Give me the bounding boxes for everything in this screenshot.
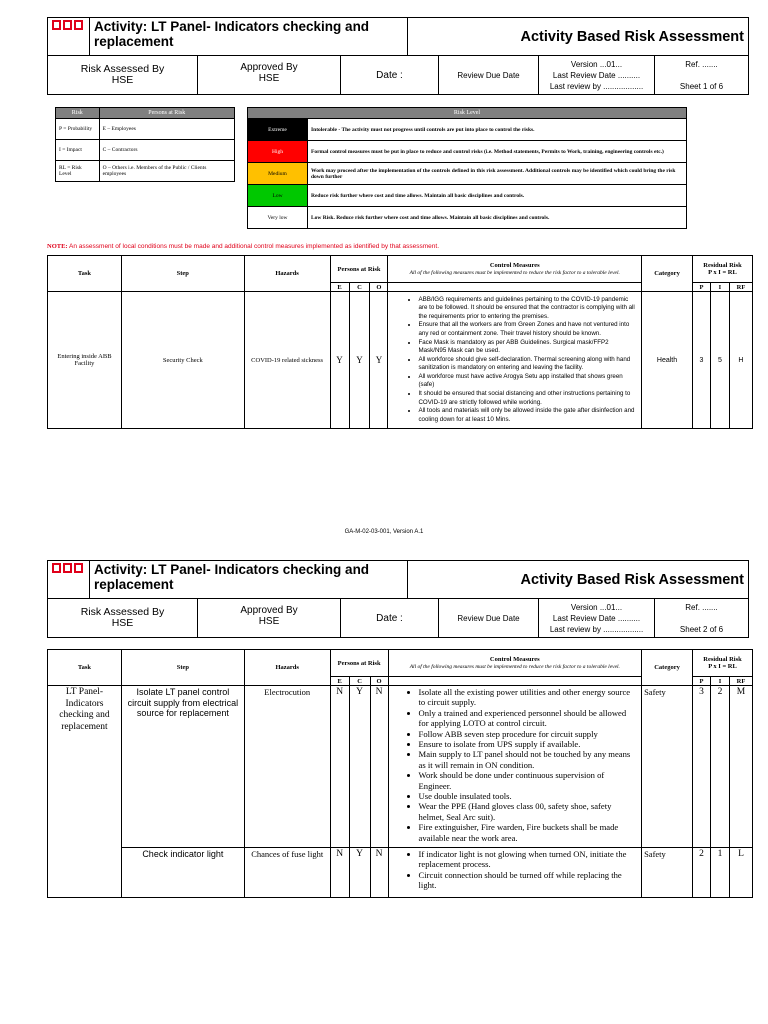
date-cell: Date :: [341, 56, 439, 94]
date-cell: Date :: [341, 599, 439, 637]
approved-by-cell: Approved By HSE: [198, 599, 341, 637]
table-row: [48, 686, 753, 848]
legend-risk: P = Probability: [56, 119, 100, 140]
risk-legend-table: [55, 107, 235, 182]
sheet-cell: Ref. ....... Sheet 1 of 6: [679, 59, 724, 91]
residual-i-cell: 1: [710, 848, 729, 898]
persons-o-cell: Y: [370, 292, 388, 429]
document-header: [47, 17, 749, 95]
col-control-measures: Control Measures All of the following measures must be implemented to reduce the risk factor to a tolerable level.: [388, 650, 642, 677]
persons-e-cell: N: [330, 686, 349, 848]
col-residual: Residual Risk P x I = RL: [692, 256, 752, 283]
sheet-cell: Ref. ....... Sheet 2 of 6: [679, 602, 724, 634]
col-i: I: [710, 677, 729, 686]
col-rf: RF: [729, 283, 752, 292]
col-task: Task: [48, 256, 122, 292]
col-rf: RF: [729, 677, 752, 686]
control-item: • Only a trained and experienced personnel should be allowed for applying LOTO at control circuit.: [419, 708, 638, 729]
legend-persons: C – Contractors: [99, 140, 234, 161]
risk-assessment-table: [47, 255, 753, 429]
residual-p-cell: 3: [693, 686, 711, 848]
risk-level-desc: Work may proceed after the implementation of the controls defined in this risk assessment. Additional controls may be identified which could bring the risk down further: [308, 163, 687, 185]
step-cell: Security Check: [121, 292, 244, 429]
risk-level-very-low: Very low: [248, 207, 308, 229]
residual-p-cell: 2: [693, 848, 711, 898]
persons-o-cell: N: [370, 686, 388, 848]
control-item: • Wear the PPE (Hand gloves class 00, safety shoe, safety helmet, Seal Arc suit).: [419, 801, 638, 822]
control-item: • Ensure that all the workers are from Green Zones and have not ventured into any red or containment zone. Their travel history should be known.: [418, 321, 637, 338]
risk-assessment-table: [47, 649, 753, 898]
step-cell: Check indicator light: [121, 848, 244, 898]
category-cell: Safety: [642, 848, 693, 898]
col-o: O: [370, 677, 388, 686]
control-item: • All workforce should give self-declaration. Thermal screening along with hand sanitization is mandatory on entering and leaving the facility.: [418, 356, 637, 373]
control-item: • Ensure to isolate from UPS supply if available.: [419, 739, 638, 749]
persons-c-cell: Y: [349, 292, 370, 429]
control-item: • Isolate all the existing power utilities and other energy source to circuit supply.: [419, 687, 638, 708]
category-cell: Safety: [642, 686, 693, 848]
col-step: Step: [121, 650, 244, 686]
task-cell: LT Panel- Indicators checking and replacement: [48, 686, 122, 898]
control-item: • Main supply to LT panel should not be touched by any means as it will remain in ON condition.: [419, 749, 638, 770]
document-header: [47, 560, 749, 638]
risk-level-desc: Low Risk. Reduce risk further where cost and time allows. Maintain all basic disciplines and controls.: [308, 207, 687, 229]
control-item: • ABB/IGG requirements and guidelines pertaining to the COVID-19 pandemic are to be followed. It should be ensured that the contractor is complying with all the requirements prior to entering the premises.: [418, 296, 637, 322]
control-item: • Follow ABB seven step procedure for circuit supply: [419, 729, 638, 739]
legend-risk: I = Impact: [56, 140, 100, 161]
col-e: E: [330, 283, 349, 292]
activity-title: Activity: LT Panel- Indicators checking and replacement: [90, 561, 408, 598]
risk-level-medium: Medium: [248, 163, 308, 185]
residual-rf-cell: L: [729, 848, 752, 898]
control-item: • Use double insulated tools.: [419, 791, 638, 801]
residual-i-cell: 2: [710, 686, 729, 848]
risk-assessed-cell: Risk Assessed By HSE: [48, 56, 198, 94]
col-persons: Persons at Risk: [330, 650, 388, 677]
hazard-cell: Electrocution: [244, 686, 330, 848]
approved-by-cell: Approved By HSE: [198, 56, 341, 94]
step-cell: Isolate LT panel control circuit supply from electrical source for replacement: [121, 686, 244, 848]
col-p: P: [692, 283, 710, 292]
residual-i-cell: 5: [710, 292, 729, 429]
risk-level-extreme: Extreme: [248, 119, 308, 141]
col-control-blank: [388, 283, 642, 292]
col-residual: Residual Risk P x I = RL: [693, 650, 753, 677]
col-p: P: [693, 677, 711, 686]
control-item: • All workforce must have active Arogya Setu app installed that shows green (safe): [418, 373, 637, 390]
company-logo: [48, 18, 90, 55]
persons-e-cell: N: [330, 848, 349, 898]
activity-title: Activity: LT Panel- Indicators checking and replacement: [90, 18, 408, 55]
control-item: • All tools and materials will only be allowed inside the gate after disinfection and cooling down for at least 10 Mins.: [418, 407, 637, 424]
risk-level-desc: Intolerable - The activity must not progress until controls are put into place to control the risks.: [308, 119, 687, 141]
risk-level-desc: Reduce risk further where cost and time allows. Maintain all basic disciplines and controls.: [308, 185, 687, 207]
legend-persons-header: Persons at Risk: [99, 108, 234, 119]
review-due-cell: Review Due Date: [439, 599, 539, 637]
control-item: • Face Mask is mandatory as per ABB Guidelines. Surgical mask/FFP2 Mask/N95 Mask can be used.: [418, 339, 637, 356]
col-c: C: [349, 283, 370, 292]
col-c: C: [349, 677, 370, 686]
document-title: Activity Based Risk Assessment: [520, 28, 744, 45]
control-measures-cell: [388, 292, 642, 429]
risk-level-desc: Formal control measures must be put in place to reduce and control risks (i.e. Method statements, Permits to Work, training, engineering controls etc.): [308, 141, 687, 163]
persons-c-cell: Y: [349, 686, 370, 848]
persons-e-cell: Y: [330, 292, 349, 429]
version-cell: Version ...01... Last Review Date .......... Last review by ..................: [539, 56, 655, 94]
persons-o-cell: N: [370, 848, 388, 898]
control-measures-cell: [388, 686, 642, 848]
col-hazards: Hazards: [244, 650, 330, 686]
col-control-blank: [388, 677, 642, 686]
control-item: • It should be ensured that social distancing and other instructions pertaining to COVID-19 are strictly followed while working.: [418, 390, 637, 407]
task-cell: Entering inside ABB Facility: [48, 292, 122, 429]
hazard-cell: COVID-19 related sickness: [244, 292, 330, 429]
control-measures-cell: [388, 848, 642, 898]
risk-level-table: [247, 107, 687, 229]
table-row: [48, 848, 753, 898]
table-row: [48, 292, 753, 429]
hazard-cell: Chances of fuse light: [244, 848, 330, 898]
col-i: I: [710, 283, 729, 292]
legend-persons: O – Others i.e. Members of the Public / Clients employees: [99, 161, 234, 182]
control-item: • Work should be done under continuous supervision of Engineer.: [419, 770, 638, 791]
review-due-cell: Review Due Date: [439, 56, 539, 94]
company-logo: [48, 561, 90, 598]
col-e: E: [330, 677, 349, 686]
residual-rf-cell: H: [729, 292, 752, 429]
residual-p-cell: 3: [692, 292, 710, 429]
col-category: Category: [642, 650, 693, 686]
document-title: Activity Based Risk Assessment: [520, 571, 744, 588]
control-item: • Fire extinguisher, Fire warden, Fire buckets shall be made available near the work area.: [419, 822, 638, 843]
residual-rf-cell: M: [729, 686, 752, 848]
risk-level-header: Risk Level: [248, 108, 687, 119]
col-o: O: [370, 283, 388, 292]
risk-assessed-cell: Risk Assessed By HSE: [48, 599, 198, 637]
col-persons: Persons at Risk: [330, 256, 388, 283]
version-cell: Version ...01... Last Review Date .......... Last review by ..................: [539, 599, 655, 637]
control-item: • Circuit connection should be turned off while replacing the light.: [419, 870, 638, 891]
risk-level-high: High: [248, 141, 308, 163]
risk-level-low: Low: [248, 185, 308, 207]
col-control-measures: Control Measures All of the following measures must be implemented to reduce the risk factor to a tolerable level.: [388, 256, 642, 283]
col-hazards: Hazards: [244, 256, 330, 292]
col-category: Category: [642, 256, 693, 292]
control-item: • If indicator light is not glowing when turned ON, initiate the replacement process.: [419, 849, 638, 870]
legend-risk: RL = Risk Level: [56, 161, 100, 182]
category-cell: Health: [642, 292, 693, 429]
legend-persons: E – Employees: [99, 119, 234, 140]
col-step: Step: [121, 256, 244, 292]
legend-risk-header: Risk: [56, 108, 100, 119]
assessment-note: NOTE: An assessment of local conditions must be made and additional control measures implemented as identified by that assessment.: [47, 243, 440, 250]
col-task: Task: [48, 650, 122, 686]
document-footer: GA-M-02-03-001, Version A.1: [344, 529, 424, 535]
persons-c-cell: Y: [349, 848, 370, 898]
